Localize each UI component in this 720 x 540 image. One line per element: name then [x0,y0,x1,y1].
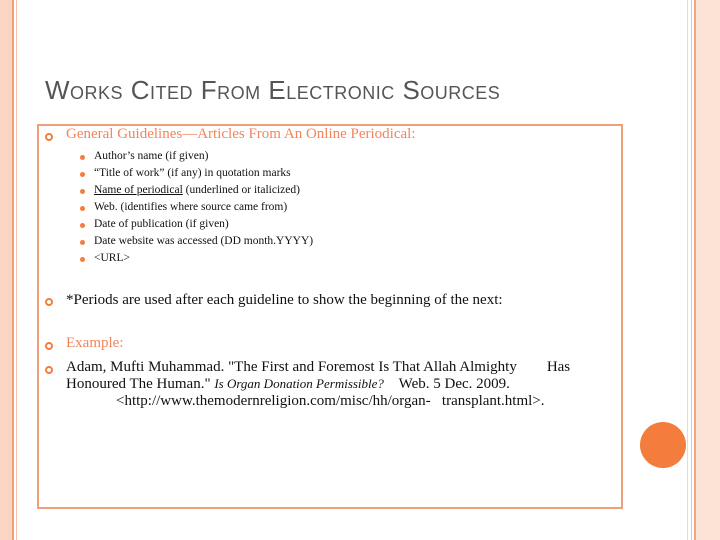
guideline-item: “Title of work” (if any) in quotation marks [94,167,291,179]
bullet-hollow [45,342,53,350]
example-citation-text: Honoured The Human." [66,376,215,392]
right-decorative-line-thin [691,0,692,540]
sub-bullet [80,257,85,262]
left-decorative-line [12,0,14,540]
guideline-item: Web. (identifies where source came from) [94,201,288,213]
sub-bullet [80,206,85,211]
bullet-hollow [45,133,53,141]
example-citation-line2 [66,376,510,393]
example-citation-title: Is Organ Donation Permissible? [214,376,384,391]
sub-bullet [80,155,85,160]
sub-bullet [80,240,85,245]
example-citation-line1: Adam, Mufti Muhammad. "The First and Foremost Is That Allah Almighty Has [66,359,571,375]
sub-bullet [80,223,85,228]
decorative-circle [640,422,686,468]
guidelines-heading: General Guidelines—Articles From An Online Periodical: [66,126,416,142]
guideline-item: Date of publication (if given) [94,218,229,230]
example-heading: Example: [66,335,124,351]
guideline-item: Date website was accessed (DD month.YYYY) [94,235,314,247]
sub-bullet [80,189,85,194]
sub-bullet [80,172,85,177]
guideline-item-rest: (underlined or italicized) [182,184,300,196]
left-decorative-band [0,0,12,540]
example-citation-url: <http://www.themodernreligion.com/misc/hh/organ- transplant.html>. [116,393,545,409]
content-box [37,124,623,509]
right-decorative-line-faint [687,0,688,540]
guideline-item: <URL> [94,252,130,264]
right-decorative-line [694,0,696,540]
left-decorative-line-thin [16,0,17,540]
right-decorative-band [696,0,720,540]
guideline-item-underlined: Name of periodical [94,184,183,196]
example-citation-date: Web. 5 Dec. 2009. [383,376,510,392]
guideline-item [94,184,300,196]
bullet-hollow [45,298,53,306]
periods-note: *Periods are used after each guideline to show the beginning of the next: [66,292,503,308]
bullet-hollow [45,366,53,374]
guideline-item: Author’s name (if given) [94,150,209,162]
slide-title: Works Cited From Electronic Sources [45,75,501,105]
